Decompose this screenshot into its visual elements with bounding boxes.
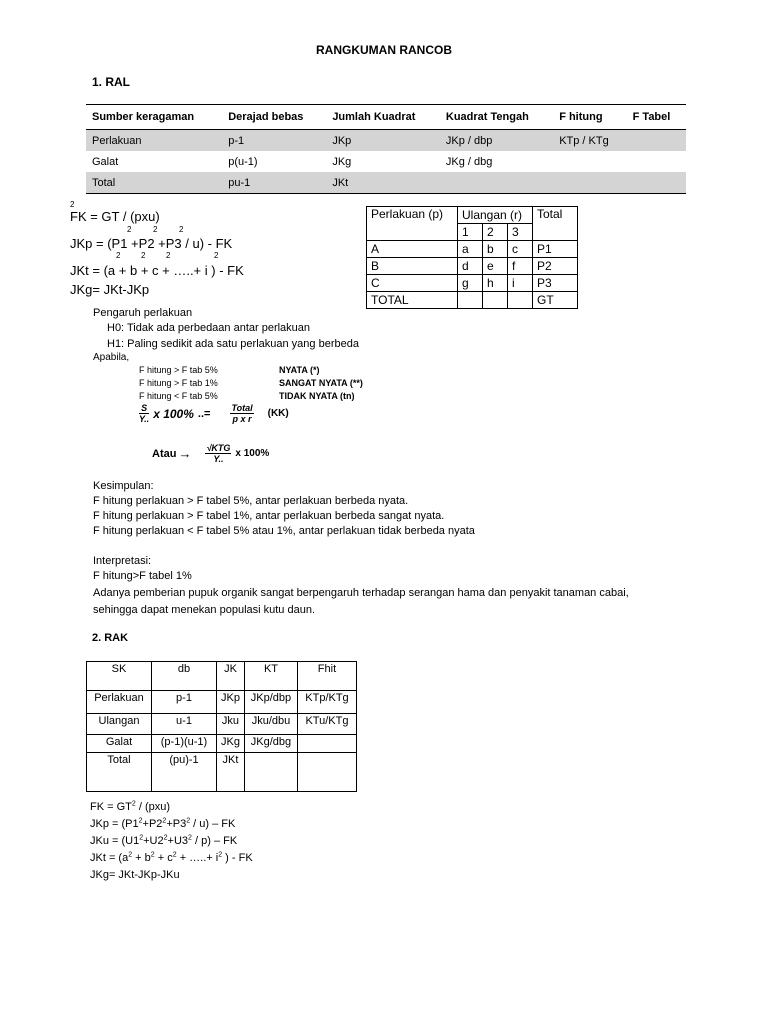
hypothesis-title: Pengaruh perlakuan	[93, 307, 193, 319]
table-cell	[440, 172, 553, 194]
kesimpulan-line: F hitung perlakuan > F tabel 1%, antar perlakuan berbeda sangat nyata.	[93, 510, 445, 522]
table-header-row	[367, 207, 578, 224]
table-row	[367, 258, 578, 275]
column-header: F Tabel	[627, 105, 686, 130]
table-cell	[553, 172, 626, 194]
table-cell: (pu)-1	[152, 753, 217, 792]
column-header: db	[152, 662, 217, 691]
table-row	[367, 241, 578, 258]
table-cell: JKp / dbp	[440, 130, 553, 152]
column-header: Jumlah Kuadrat	[326, 105, 440, 130]
table-cell: KTp / KTg	[553, 130, 626, 152]
table-cell	[458, 292, 483, 309]
superscript: 2	[141, 251, 146, 260]
kesimpulan-title: Kesimpulan:	[93, 480, 154, 492]
table-row	[86, 151, 686, 172]
rule-result: NYATA (*)	[279, 365, 320, 375]
interpretasi-condition: F hitung>F tabel 1%	[93, 570, 192, 582]
column-header: Perlakuan (p)	[367, 207, 458, 241]
column-header: Sumber keragaman	[86, 105, 222, 130]
table-cell: P1	[533, 241, 578, 258]
rule-result: SANGAT NYATA (**)	[279, 378, 363, 388]
table-cell: b	[483, 241, 508, 258]
table-cell: Galat	[92, 155, 119, 168]
column-header: JK	[217, 662, 245, 691]
interpretasi-text: Adanya pemberian pupuk organik sangat berpengaruh terhadap serangan hama dan penyakit tanaman cabai,	[93, 587, 629, 599]
column-header: F hitung	[553, 105, 626, 130]
table-cell	[483, 292, 508, 309]
formula-jkg: JKg= JKt-JKp	[70, 282, 150, 297]
formula-jkt: JKt = ($a^2 + b^2 + c^2$ + …..+ $i^2$ ) - FK	[90, 851, 253, 864]
interpretasi-text: sehingga dapat menekan populasi kutu daun.	[93, 604, 316, 616]
table-cell	[627, 151, 686, 172]
table-cell: Jku/dbu	[244, 714, 297, 735]
table-cell: B	[367, 258, 458, 275]
table-cell: JKg / dbg	[445, 155, 493, 168]
section-heading-rak: 2. RAK	[92, 632, 129, 644]
kesimpulan-line: F hitung perlakuan < F tabel 5% atau 1%, antar perlakuan tidak berbeda nyata	[93, 525, 475, 537]
table-row	[367, 275, 578, 292]
table-row	[87, 714, 357, 735]
column-header: Kuadrat Tengah	[440, 105, 553, 130]
table-cell: JKg/dbg	[244, 735, 297, 753]
table-cell: JKp	[217, 691, 245, 714]
table-cell: Perlakuan	[86, 130, 222, 152]
table-cell: P3	[533, 275, 578, 292]
table-cell: a	[458, 241, 483, 258]
table-cell: i	[508, 275, 533, 292]
table-cell: JKg	[332, 155, 352, 168]
formula-fk: FK = $GT^2 / (pxu)$	[90, 800, 171, 813]
superscript: 2	[153, 225, 158, 234]
hypothesis-h1: H1: Paling sedikit ada satu perlakuan yang berbeda	[107, 338, 359, 350]
table-cell: p(u-1)	[228, 155, 258, 168]
column-header: Ulangan (r)	[458, 207, 533, 224]
table-cell	[627, 172, 686, 194]
superscript: 2	[127, 225, 132, 234]
table-cell: u-1	[152, 714, 217, 735]
table-cell: A	[367, 241, 458, 258]
fraction-sqrt-ktg-over-y: $\frac{\text{√KTG}}{Y..}$	[206, 443, 231, 464]
table-cell: KTu/KTg	[297, 714, 356, 735]
formula-jku: JKu = $(U1^2+U2^2+U3^2 / p)$ – FK	[90, 834, 238, 847]
table-cell: Perlakuan	[87, 691, 152, 714]
table-cell: P2	[533, 258, 578, 275]
hypothesis-h0: H0: Tidak ada perbedaan antar perlakuan	[107, 322, 311, 334]
table-cell: JKp	[326, 130, 440, 152]
table-cell	[553, 151, 626, 172]
table-cell: C	[367, 275, 458, 292]
formula-jkg: JKg= JKt-JKp-JKu	[90, 869, 180, 881]
formula-jkp: JKp = $(P1^2+P2^2+P3^2 / u)$ – FK	[90, 817, 236, 830]
table-cell: c	[508, 241, 533, 258]
kesimpulan-line: F hitung perlakuan > F tabel 5%, antar perlakuan berbeda nyata.	[93, 495, 409, 507]
fraction-s-over-y: $\frac{S}{Y..}$	[139, 403, 150, 424]
table-cell: d	[458, 258, 483, 275]
table-cell: TOTAL	[367, 292, 458, 309]
rule-condition: F hitung > F tab 5%	[139, 365, 218, 375]
fraction-total-over-pxr: $\frac{\text{Total}}{\text{p x r}}$	[231, 403, 253, 424]
interpretasi-title: Interpretasi:	[93, 555, 152, 567]
formula-fk: FK = GT / (pxu)	[70, 209, 160, 224]
rule-result: TIDAK NYATA (tn)	[279, 391, 355, 401]
column-header: Fhit	[297, 662, 356, 691]
table-cell	[508, 292, 533, 309]
table-cell	[297, 735, 356, 753]
table-cell: Ulangan	[87, 714, 152, 735]
table-row	[86, 130, 686, 152]
table-cell: Jku	[217, 714, 245, 735]
table-cell	[244, 753, 297, 792]
table-row	[87, 753, 357, 792]
column-header: KT	[244, 662, 297, 691]
table-cell	[297, 753, 356, 792]
table-cell: g	[458, 275, 483, 292]
table-header-row	[87, 662, 357, 691]
table-cell	[627, 130, 686, 152]
rak-anova-table	[86, 661, 357, 792]
table-cell: e	[483, 258, 508, 275]
column-header: Total	[533, 207, 578, 241]
table-cell: p-1	[222, 130, 326, 152]
table-cell: Total	[86, 172, 222, 194]
table-cell: f	[508, 258, 533, 275]
section-heading-ral: 1. RAL	[92, 75, 131, 89]
rule-condition: F hitung < F tab 5%	[139, 391, 218, 401]
table-row	[86, 172, 686, 194]
superscript: 2	[166, 251, 171, 260]
table-cell: JKt	[217, 753, 245, 792]
table-row	[367, 292, 578, 309]
table-cell: JKg	[217, 735, 245, 753]
table-row	[87, 735, 357, 753]
apabila-label: Apabila,	[93, 352, 130, 363]
column-header: SK	[87, 662, 152, 691]
formula-jkp: JKp = (P1 +P2 +P3 / u) - FK	[70, 236, 233, 251]
table-cell: JKp/dbp	[244, 691, 297, 714]
table-row	[87, 691, 357, 714]
column-header: Derajad bebas	[222, 105, 326, 130]
table-cell: Total	[87, 753, 152, 792]
superscript: 2	[214, 251, 219, 260]
table-cell: Galat	[87, 735, 152, 753]
superscript: 2	[116, 251, 121, 260]
table-header-row	[86, 105, 686, 130]
table-cell: p-1	[152, 691, 217, 714]
superscript: 2	[179, 225, 184, 234]
table-cell: GT	[533, 292, 578, 309]
treatment-replication-table	[366, 206, 578, 309]
column-header: 1	[458, 224, 483, 241]
formula-jkt: JKt = (a + b + c + …..+ i ) - FK	[70, 263, 244, 278]
formula-kk: $\frac{S}{Y..}$ x 100% ..= $\frac{\text{Total}}{\text{p x r}}$ (KK)	[139, 403, 289, 424]
superscript: 2	[70, 200, 75, 209]
table-cell: h	[483, 275, 508, 292]
column-header: 3	[508, 224, 533, 241]
formula-kk-alt: Atau → $\frac{\text{√KTG}}{Y..}$ x 100%	[152, 443, 270, 464]
table-cell: pu-1	[222, 172, 326, 194]
rule-condition: F hitung > F tab 1%	[139, 378, 218, 388]
table-cell: JKt	[326, 172, 440, 194]
table-cell: (p-1)(u-1)	[152, 735, 217, 753]
page-title: RANGKUMAN RANCOB	[316, 43, 452, 57]
right-arrow-icon: →	[178, 446, 192, 461]
table-cell: KTp/KTg	[297, 691, 356, 714]
ral-anova-table	[86, 104, 686, 194]
column-header: 2	[483, 224, 508, 241]
